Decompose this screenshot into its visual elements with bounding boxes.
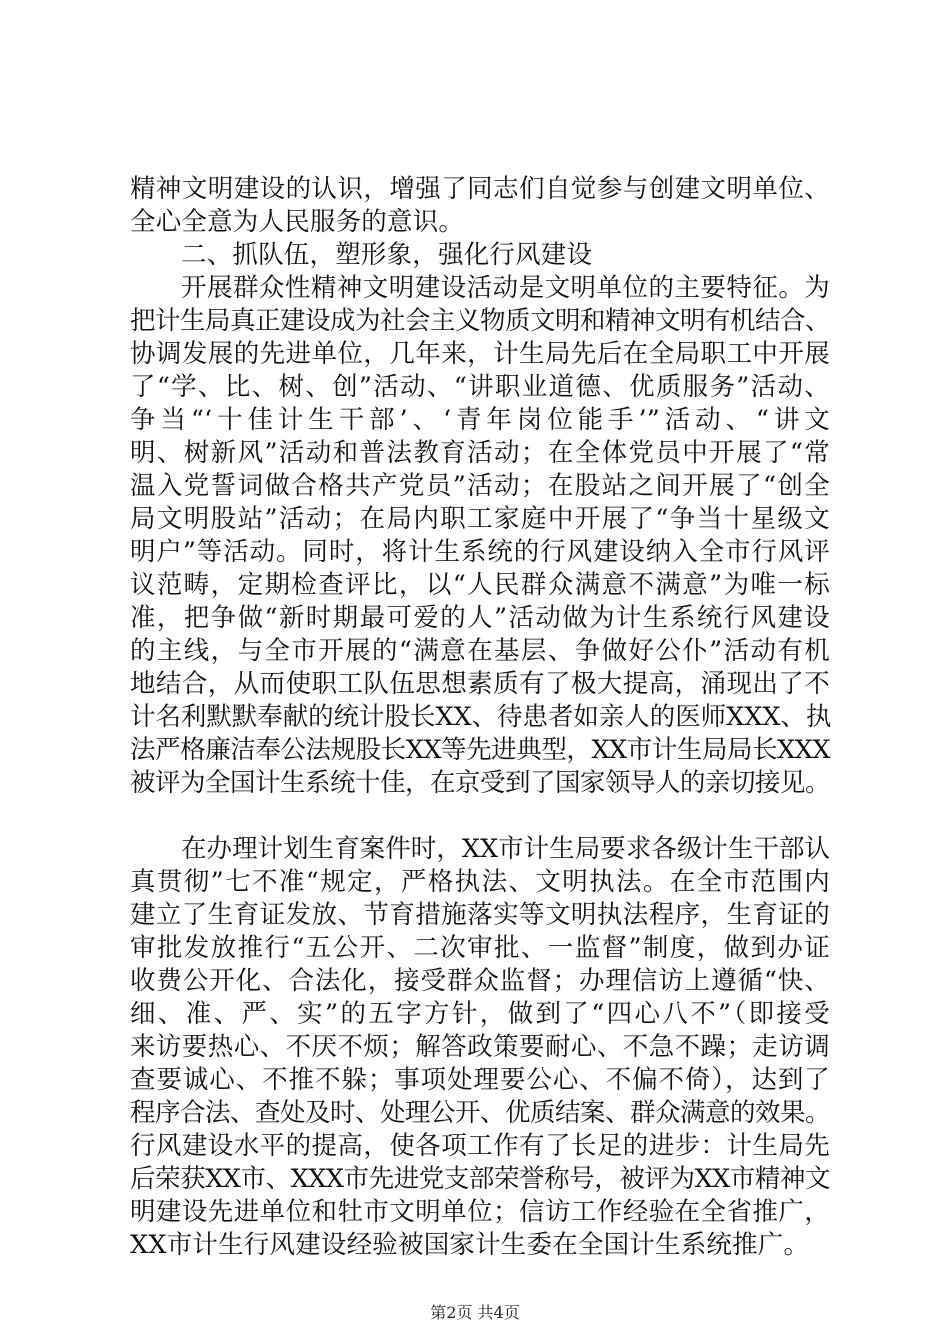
text-line: 收费公开化、合法化，接受群众监督；办理信访上遵循“快、	[130, 966, 830, 996]
text-line: 争当“‘十佳计生干部’、‘青年岗位能手’”活动、“讲文	[130, 405, 830, 435]
text-line: 建立了生育证发放、节育措施落实等文明执法程序，生育证的	[130, 900, 830, 930]
text-line: 温入党誓词做合格共产党员”活动；在股站之间开展了“创全	[130, 471, 830, 501]
text-line: 在办理计划生育案件时，XX市计生局要求各级计生干部认	[181, 834, 830, 864]
page-number: 第2页 共4页	[430, 1303, 520, 1322]
section-heading: 二、抓队伍，塑形象，强化行风建设	[181, 240, 593, 270]
text-line: 地结合，从而使职工队伍思想素质有了极大提高，涌现出了不	[130, 669, 830, 699]
text-line: 查要诚心、不推不躲；事项处理要公心、不偏不倚），达到了	[130, 1065, 830, 1095]
text-line: 行风建设水平的提高，使各项工作有了长足的进步：计生局先	[130, 1131, 830, 1161]
text-line: 明、树新风”活动和普法教育活动；在全体党员中开展了“常	[130, 438, 830, 468]
text-line: 计名利默默奉献的统计股长XX、待患者如亲人的医师XXX、执	[130, 702, 832, 732]
text-line: 议范畴，定期检查评比，以“人民群众满意不满意”为唯一标	[130, 570, 830, 600]
text-line: 明建设先进单位和牡市文明单位；信访工作经验在全省推广，	[130, 1197, 830, 1227]
text-line: 把计生局真正建设成为社会主义物质文明和精神文明有机结合、	[130, 306, 830, 336]
text-line: 开展群众性精神文明建设活动是文明单位的主要特征。为	[181, 273, 830, 303]
text-line: 细、准、严、实”的五字方针，做到了“四心八不”（即接受	[130, 999, 830, 1029]
text-line: 全心全意为人民服务的意识。	[130, 207, 465, 237]
text-line: XX市计生行风建设经验被国家计生委在全国计生系统推广。	[130, 1230, 810, 1260]
text-line: 明户”等活动。同时，将计生系统的行风建设纳入全市行风评	[130, 537, 830, 567]
text-line: 被评为全国计生系统十佳，在京受到了国家领导人的亲切接见。	[130, 768, 830, 798]
text-line: 审批发放推行“五公开、二次审批、一监督”制度，做到办证	[130, 933, 830, 963]
text-line: 精神文明建设的认识，增强了同志们自觉参与创建文明单位、	[130, 174, 830, 204]
text-line: 准，把争做“新时期最可爱的人”活动做为计生系统行风建设	[130, 603, 830, 633]
text-line: 协调发展的先进单位，几年来，计生局先后在全局职工中开展	[130, 339, 830, 369]
text-line: 了“学、比、树、创”活动、“讲职业道德、优质服务”活动、	[130, 372, 830, 402]
text-line: 真贯彻”七不准“规定，严格执法、文明执法。在全市范围内	[130, 867, 830, 897]
text-line: 法严格廉洁奉公法规股长XX等先进典型，XX市计生局局长XXX	[130, 735, 830, 765]
text-line: 来访要热心、不厌不烦；解答政策要耐心、不急不躁；走访调	[130, 1032, 830, 1062]
text-line: 局文明股站”活动；在局内职工家庭中开展了“争当十星级文	[130, 504, 830, 534]
text-line: 程序合法、查处及时、处理公开、优质结案、群众满意的效果。	[130, 1098, 830, 1128]
text-line: 后荣获XX市、XXX市先进党支部荣誉称号，被评为XX市精神文	[130, 1164, 830, 1194]
text-line: 的主线，与全市开展的“满意在基层、争做好公仆”活动有机	[130, 636, 830, 666]
